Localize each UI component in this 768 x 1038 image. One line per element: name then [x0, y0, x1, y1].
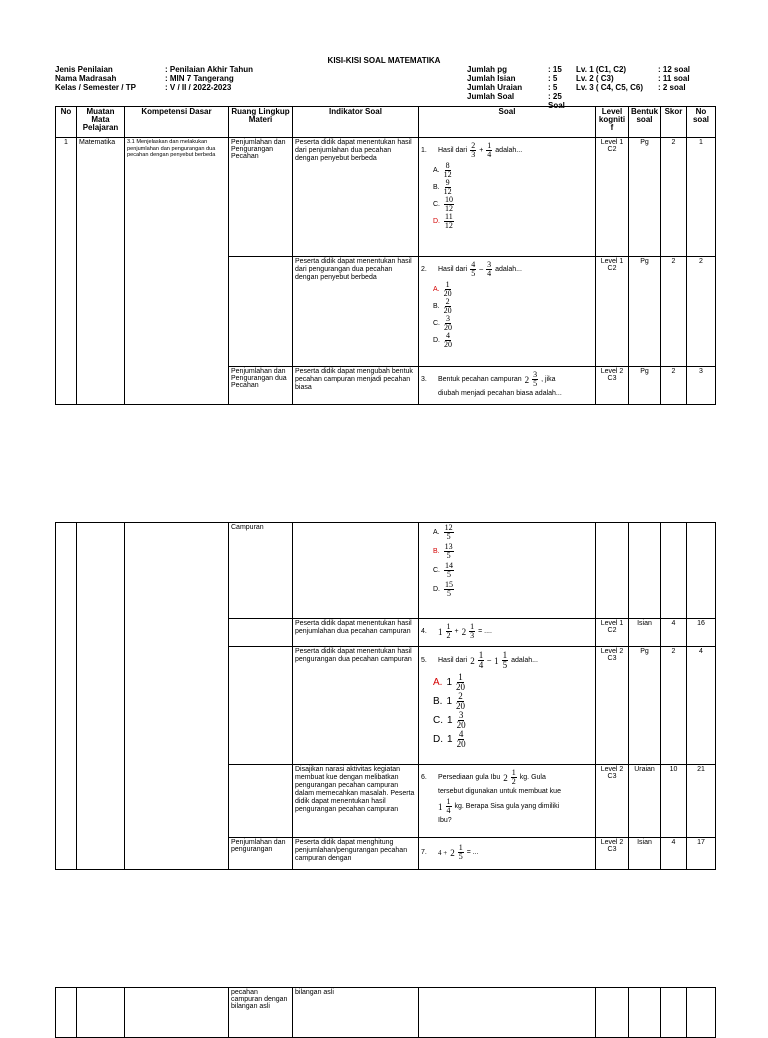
question-number: 6.	[421, 773, 427, 781]
column-header: Muatan Mata Pelajaran	[77, 107, 125, 138]
cell-indikator	[293, 523, 419, 619]
table-row	[56, 138, 716, 257]
cell-soal-3	[419, 367, 596, 405]
cell-bentuk: Pg	[629, 138, 661, 257]
cell-ruang	[229, 647, 293, 765]
option: C. $\frac{14}{5}$	[433, 561, 453, 579]
whole-number: 1	[438, 801, 443, 812]
question-text: = ....	[478, 627, 492, 635]
column-header: Kompetensi Dasar	[125, 107, 229, 138]
whole-number: 1	[494, 655, 499, 666]
fraction: $\frac{1}{5}$	[458, 843, 463, 861]
whole-number: 2	[503, 772, 508, 783]
option: B. $\frac{9}{12}$	[433, 178, 452, 196]
cell-skor: 2	[661, 367, 687, 405]
fraction: $\frac{4}{5}$	[471, 260, 476, 278]
cell-level: Level 1 C2	[596, 138, 629, 257]
cell-bentuk: Pg	[629, 647, 661, 765]
question-text: diubah menjadi pecahan biasa adalah...	[438, 390, 562, 397]
cell-indikator: Peserta didik dapat menentukan hasil dari penjumlahan dua pecahan dengan penyebut berbeda	[293, 138, 419, 257]
question-number: 4.	[421, 627, 427, 635]
cell-skor: 2	[661, 138, 687, 257]
question-text: 4 +	[438, 848, 448, 857]
cell-nosoal: 16	[687, 619, 716, 647]
column-header: Soal	[419, 107, 596, 138]
cell-soal-4	[419, 619, 596, 647]
cell-kompetensi	[125, 523, 229, 870]
fraction: $\frac{1}{3}$	[470, 622, 475, 640]
header-label: Jenis Penilaian	[55, 65, 113, 74]
kisi-table-page-3	[55, 987, 716, 1038]
table-header-row	[56, 107, 716, 138]
question-number: 2.	[421, 265, 427, 273]
cell-skor: 2	[661, 647, 687, 765]
cell-kompetensi: 3.1 Menjelaskan dan melakukan penjumlahan dan pengurangan dua pecahan dengan penyebut berbeda	[125, 138, 229, 405]
option: C. $\frac{10}{12}$	[433, 195, 453, 213]
cell-ruang	[229, 619, 293, 647]
cell-indikator: Peserta didik dapat mengubah bentuk pecahan campuran menjadi pecahan biasa	[293, 367, 419, 405]
option-correct: A. 1 $\frac{1}{20}$	[433, 672, 466, 692]
whole-number: 2	[524, 374, 530, 385]
cell-soal-5	[419, 647, 596, 765]
fraction: $\frac{2}{3}$	[471, 141, 476, 159]
cell-indikator: Disajikan narasi aktivitas kegiatan membuat kue dengan melibatkan pengurangan pecahan campuran dalam memecahkan masalah. Peserta didik dapat menentukan hasil pengurangan pecahan campuran	[293, 765, 419, 838]
question-text: , jika	[541, 375, 556, 383]
question-text: kg. Gula	[519, 773, 546, 781]
cell-nosoal: 21	[687, 765, 716, 838]
question-text: Bentuk pecahan campuran	[438, 375, 522, 383]
fraction: $\frac{3}{5}$	[533, 370, 538, 388]
cell-soal-6	[419, 765, 596, 838]
cell-indikator: bilangan asli	[293, 988, 419, 1038]
option: C. $\frac{3}{20}$	[433, 314, 452, 332]
question-text: adalah...	[495, 146, 523, 154]
cell-skor: 10	[661, 765, 687, 838]
header-count: : 11 soal	[658, 74, 690, 83]
whole-number: 2	[461, 626, 467, 637]
question-text: Hasil dari	[438, 656, 468, 664]
header-right	[467, 65, 690, 110]
fraction: $\frac{1}{5}$	[502, 650, 508, 670]
kisi-table-page-2	[55, 522, 716, 870]
cell-ruang: Penjumlahan dan Pengurangan dua Pecahan	[229, 367, 293, 405]
operator: –	[487, 656, 492, 664]
question-number: 3.	[421, 375, 427, 383]
kisi-table-page-1	[55, 106, 716, 405]
cell-nosoal: 1	[687, 138, 716, 257]
cell-soal-1	[419, 138, 596, 257]
cell-soal-3-options	[419, 523, 596, 619]
fraction: $\frac{1}{2}$	[446, 622, 451, 640]
document-title: KISI-KISI SOAL MATEMATIKA	[327, 56, 441, 65]
cell-ruang: Penjumlahan dan pengurangan	[229, 838, 293, 870]
cell-muatan	[77, 523, 125, 870]
header-label: Kelas / Semester / TP	[55, 83, 136, 92]
header-label: Jumlah Uraian	[467, 83, 523, 92]
whole-number: 1	[438, 626, 443, 637]
question-text: adalah...	[511, 656, 538, 664]
cell-soal-2	[419, 257, 596, 367]
header-value: : 15	[548, 65, 562, 74]
cell-level: Level 2 C3	[596, 367, 629, 405]
option: A. $\frac{12}{5}$	[433, 523, 453, 541]
header-label: Nama Madrasah	[55, 74, 117, 83]
header-label: Jumlah pg	[467, 65, 508, 74]
option: D. 1 $\frac{4}{20}$	[433, 729, 466, 749]
question-text: tersebut digunakan untuk membuat kue	[438, 788, 561, 795]
question-number: 5.	[421, 656, 427, 664]
cell-level: Level 2 C3	[596, 765, 629, 838]
column-header: Indikator Soal	[293, 107, 419, 138]
header-value: : Penilaian Akhir Tahun	[165, 65, 254, 74]
option-correct: B. $\frac{13}{5}$	[433, 542, 453, 560]
header-value: : 25 Soal	[548, 92, 565, 110]
cell-indikator: Peserta didik dapat menentukan hasil dari pengurangan dua pecahan dengan penyebut berbeda	[293, 257, 419, 367]
question-number: 1.	[421, 146, 427, 154]
header-count: : 12 soal	[658, 65, 691, 74]
cell-indikator: Peserta didik dapat menghitung penjumlahan/pengurangan pecahan campuran dengan	[293, 838, 419, 870]
question-text: Hasil dari	[438, 265, 468, 273]
option: A. $\frac{8}{12}$	[433, 161, 452, 179]
cell-bentuk: Pg	[629, 257, 661, 367]
question-text: Hasil dari	[438, 146, 468, 154]
operator: +	[479, 146, 484, 154]
table-row	[56, 523, 716, 619]
header-value: : 5	[548, 74, 558, 83]
cell-skor: 4	[661, 838, 687, 870]
cell-soal-7	[419, 838, 596, 870]
fraction: $\frac{1}{2}$	[511, 768, 516, 786]
cell-no: 1	[56, 138, 77, 405]
whole-number: 2	[470, 655, 475, 666]
cell-nosoal: 3	[687, 367, 716, 405]
cell-ruang: Penjumlahan dan Pengurangan Pecahan	[229, 138, 293, 257]
question-text: Ibu?	[438, 817, 452, 824]
cell-nosoal: 4	[687, 647, 716, 765]
column-header: Bentuk soal	[629, 107, 661, 138]
column-header: No	[56, 107, 77, 138]
fraction: $\frac{1}{4}$	[446, 797, 451, 815]
option: C. 1 $\frac{3}{20}$	[433, 710, 466, 730]
whole-number: 2	[450, 847, 455, 858]
question-text: = ...	[466, 848, 479, 856]
question-text: kg. Berapa Sisa gula yang dimiliki	[454, 802, 560, 810]
cell-indikator: Peserta didik dapat menentukan hasil penjumlahan dua pecahan campuran	[293, 619, 419, 647]
fraction: $\frac{1}{4}$	[487, 141, 492, 159]
question-number: 7.	[421, 848, 427, 856]
cell-nosoal: 17	[687, 838, 716, 870]
cell-level: Level 1 C2	[596, 619, 629, 647]
fraction: $\frac{1}{4}$	[478, 650, 484, 670]
option: D. $\frac{15}{5}$	[433, 580, 453, 598]
fraction: $\frac{3}{4}$	[487, 260, 492, 278]
table-row	[56, 988, 716, 1038]
option: B. 1 $\frac{2}{20}$	[433, 691, 466, 711]
cell-ruang	[229, 257, 293, 367]
question-text: adalah...	[495, 265, 522, 273]
column-header: Skor	[661, 107, 687, 138]
cell-level: Level 2 C3	[596, 647, 629, 765]
header-value: : V / II / 2022-2023	[165, 83, 232, 92]
option: D. $\frac{4}{20}$	[433, 331, 452, 349]
cell-bentuk: Isian	[629, 619, 661, 647]
option-correct: D. $\frac{11}{12}$	[433, 212, 453, 230]
cell-bentuk: Uraian	[629, 765, 661, 838]
header-label: Jumlah Soal	[467, 92, 515, 101]
header-level: Lv. 3 ( C4, C5, C6)	[576, 83, 643, 92]
option-correct: A. $\frac{1}{20}$	[433, 280, 452, 298]
cell-level: Level 1 C2	[596, 257, 629, 367]
cell-no	[56, 523, 77, 870]
cell-bentuk: Isian	[629, 838, 661, 870]
operator: +	[454, 627, 459, 635]
cell-nosoal: 2	[687, 257, 716, 367]
header-level: Lv. 2 ( C3)	[576, 74, 614, 83]
header-left	[55, 65, 253, 92]
cell-ruang: pecahan campuran dengan bilangan asli	[229, 988, 293, 1038]
option: B. $\frac{2}{20}$	[433, 297, 452, 315]
cell-level: Level 2 C3	[596, 838, 629, 870]
cell-bentuk: Pg	[629, 367, 661, 405]
header-level: Lv. 1 (C1, C2)	[576, 65, 627, 74]
header-value: : MIN 7 Tangerang	[165, 74, 234, 83]
cell-ruang	[229, 765, 293, 838]
header-label: Jumlah Isian	[467, 74, 516, 83]
cell-indikator: Peserta didik dapat menentukan hasil pengurangan dua pecahan campuran	[293, 647, 419, 765]
column-header: No soal	[687, 107, 716, 138]
column-header: Ruang Lingkup Materi	[229, 107, 293, 138]
column-header: Level kogniti f	[596, 107, 629, 138]
cell-skor: 4	[661, 619, 687, 647]
cell-skor: 2	[661, 257, 687, 367]
header-value: : 5	[548, 83, 558, 92]
header-count: : 2 soal	[658, 83, 686, 92]
cell-muatan: Matematika	[77, 138, 125, 405]
question-text: Persediaan gula Ibu	[438, 773, 501, 781]
operator: –	[479, 265, 484, 273]
cell-ruang: Campuran	[229, 523, 293, 619]
